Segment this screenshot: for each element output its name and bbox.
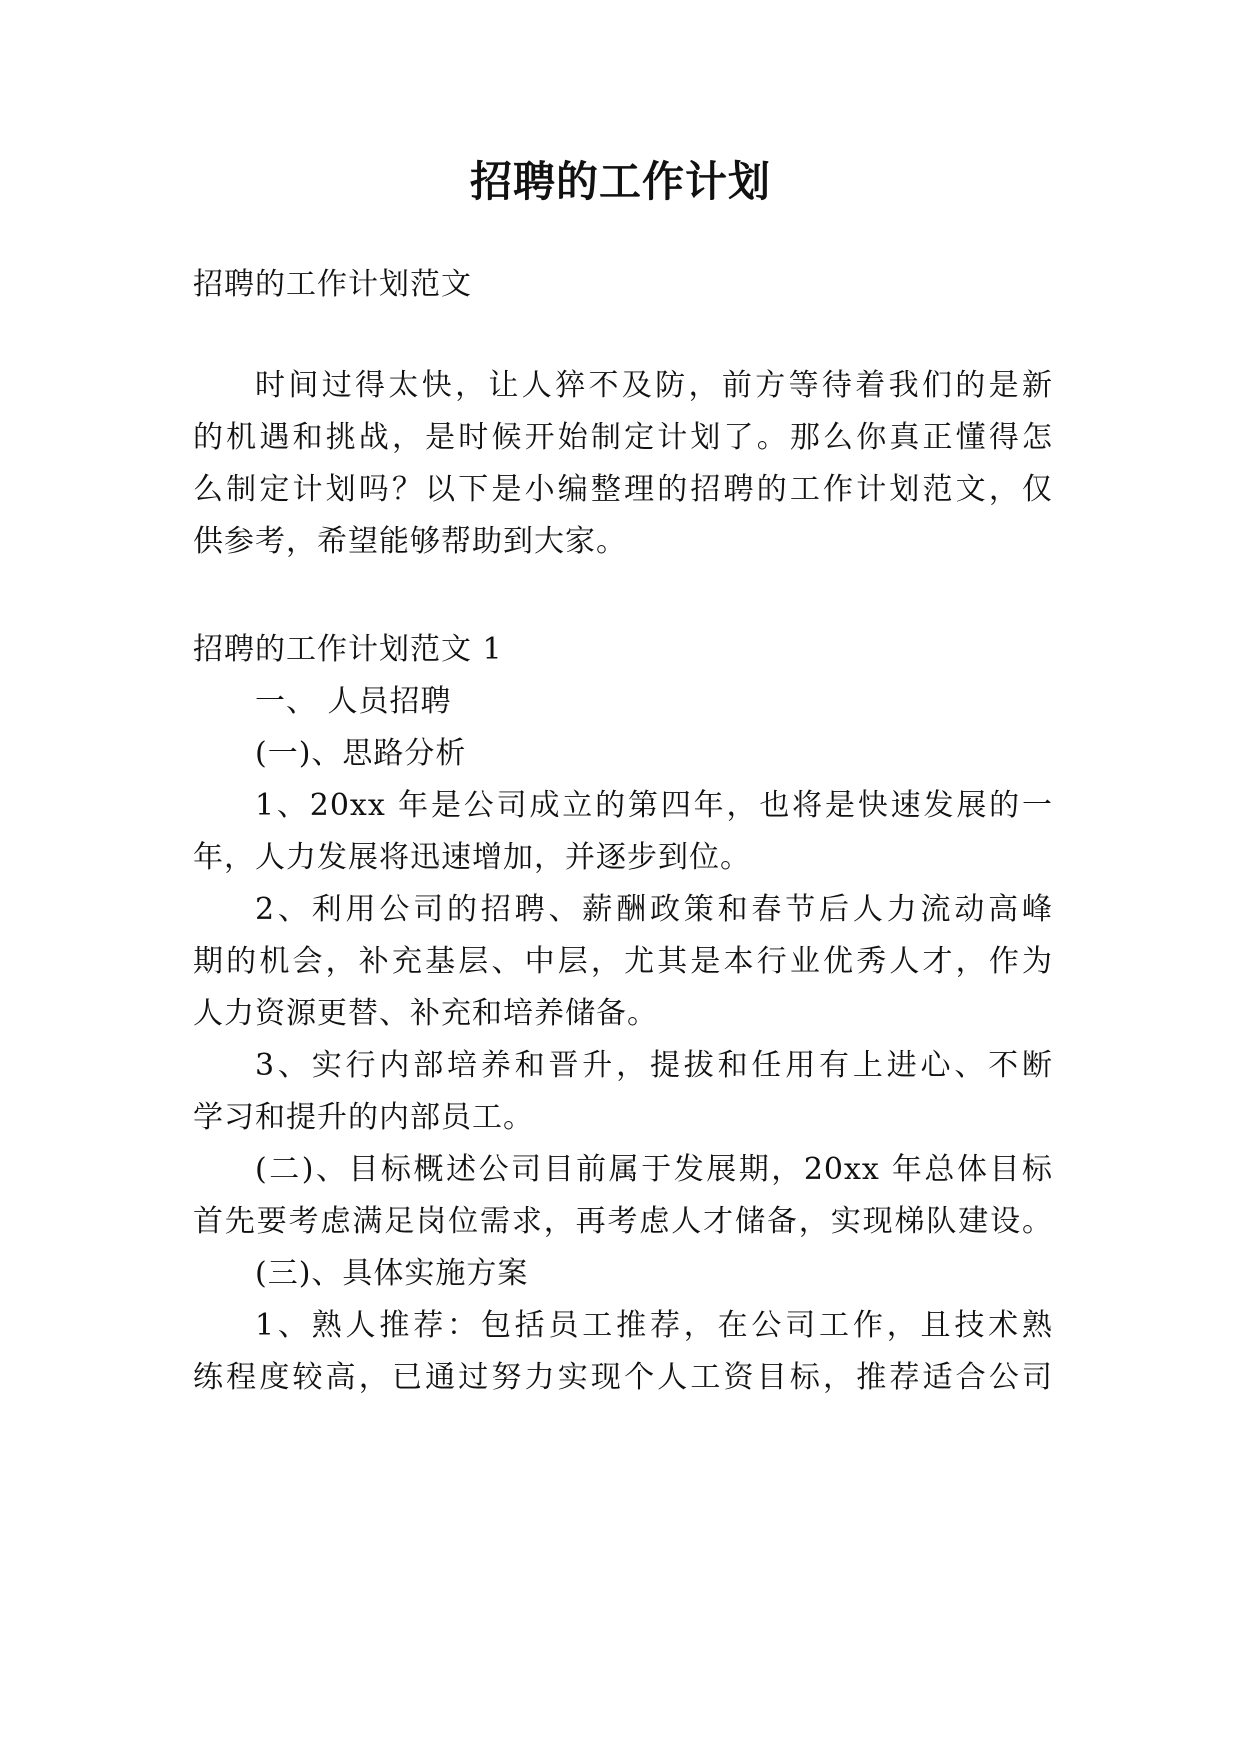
section-heading: 招聘的工作计划范文 1 xyxy=(193,632,503,667)
paragraph-line: 1、20xx 年是公司成立的第四年，也将是快速发展的一 xyxy=(255,788,1053,823)
subsection-heading: (三)、具体实施方案 xyxy=(255,1256,529,1291)
document-title: 招聘的工作计划 xyxy=(469,157,771,206)
paragraph-line: 期的机会，补充基层、中层，尤其是本行业优秀人才，作为 xyxy=(193,944,1053,979)
paragraph-line: 年，人力发展将迅速增加，并逐步到位。 xyxy=(193,840,751,875)
paragraph-line: 首先要考虑满足岗位需求，再考虑人才储备，实现梯队建设。 xyxy=(193,1204,1053,1239)
part-heading: 一、 人员招聘 xyxy=(255,684,452,719)
intro-line: 么制定计划吗？以下是小编整理的招聘的工作计划范文，仅 xyxy=(193,472,1053,507)
intro-line: 的机遇和挑战，是时候开始制定计划了。那么你真正懂得怎 xyxy=(193,420,1053,455)
paragraph-line: 1、熟人推荐：包括员工推荐，在公司工作，且技术熟 xyxy=(255,1308,1053,1343)
paragraph-line: 2、利用公司的招聘、薪酬政策和春节后人力流动高峰 xyxy=(255,892,1053,927)
intro-line: 时间过得太快，让人猝不及防，前方等待着我们的是新 xyxy=(255,368,1053,403)
paragraph-line: 人力资源更替、补充和培养储备。 xyxy=(193,996,658,1031)
paragraph-line: 学习和提升的内部员工。 xyxy=(193,1100,534,1135)
subsection-heading: (一)、思路分析 xyxy=(255,736,467,771)
intro-line: 供参考，希望能够帮助到大家。 xyxy=(193,524,627,559)
paragraph-line: 练程度较高，已通过努力实现个人工资目标，推荐适合公司 xyxy=(193,1360,1053,1395)
document-subtitle: 招聘的工作计划范文 xyxy=(193,267,472,302)
paragraph-line: 3、实行内部培养和晋升，提拔和任用有上进心、不断 xyxy=(255,1048,1053,1083)
paragraph-line: (二)、目标概述公司目前属于发展期，20xx 年总体目标 xyxy=(255,1152,1053,1187)
